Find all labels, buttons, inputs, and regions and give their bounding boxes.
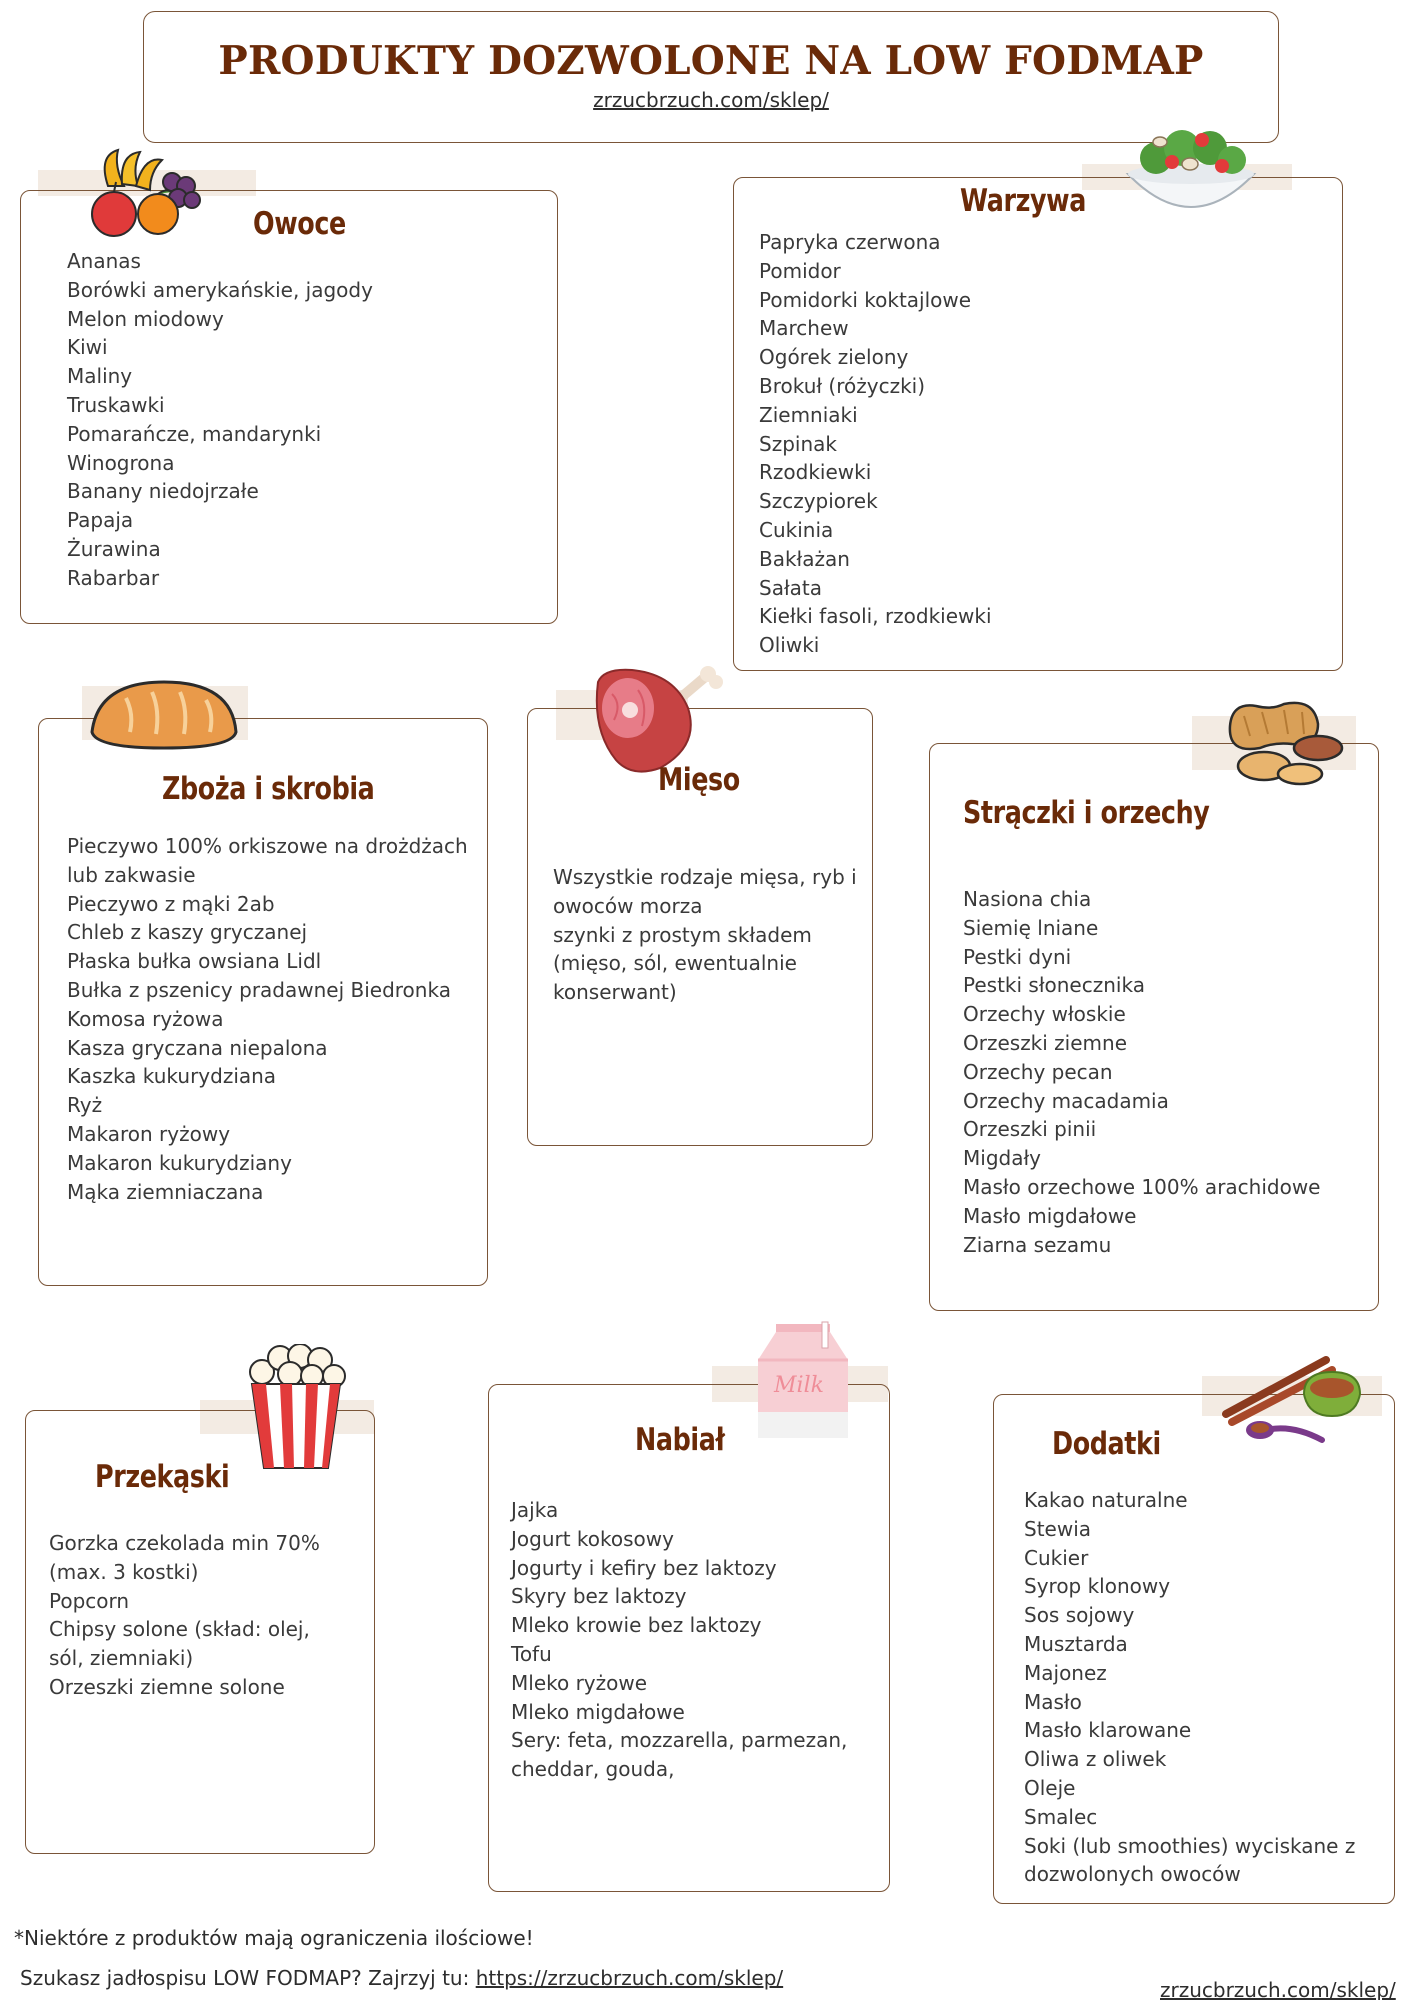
list-item: Marchew xyxy=(759,316,849,341)
list-item: Ziemniaki xyxy=(759,402,858,427)
title-zboza: Zboża i skrobia xyxy=(162,771,375,807)
title-straczki: Strączki i orzechy xyxy=(963,795,1210,831)
title-nabial: Nabiał xyxy=(635,1422,725,1458)
list-item: Kiełki fasoli, rzodkiewki xyxy=(759,604,992,629)
title-warzywa: Warzywa xyxy=(960,183,1086,219)
list-item: Jogurty i kefiry bez laktozy xyxy=(511,1555,777,1580)
list-item: Szpinak xyxy=(759,431,837,456)
list-item: Sałata xyxy=(759,575,822,600)
footer-shop-link[interactable]: https://zrzucbrzuch.com/sklep/ xyxy=(475,1966,784,1990)
list-item: Melon miodowy xyxy=(67,306,224,331)
list-item: Sos sojowy xyxy=(1024,1603,1135,1628)
list-item: Bakłażan xyxy=(759,546,850,571)
list-item: Kakao naturalne xyxy=(1024,1488,1188,1512)
list-item: Pestki słonecznika xyxy=(963,973,1145,998)
list-item: Pomarańcze, mandarynki xyxy=(67,421,322,446)
list-item: Chleb z kaszy gryczanej xyxy=(67,920,308,945)
list-item: Tofu xyxy=(511,1641,552,1666)
list-item: Orzechy macadamia xyxy=(963,1088,1169,1113)
list-item: Majonez xyxy=(1024,1660,1107,1685)
footnote: *Niektóre z produktów mają ograniczenia ilościowe! xyxy=(14,1926,534,1950)
list-item: Komosa ryżowa xyxy=(67,1006,224,1031)
list-item: Masło orzechowe 100% arachidowe xyxy=(963,1174,1321,1199)
list-item: Orzeszki ziemne solone xyxy=(49,1674,285,1699)
list-item: Pomidorki koktajlowe xyxy=(759,287,972,312)
list-item: Papaja xyxy=(67,508,134,533)
list-item: Mleko ryżowe xyxy=(511,1670,648,1695)
title-dodatki: Dodatki xyxy=(1052,1426,1161,1462)
list-item: Cukier xyxy=(1024,1545,1089,1570)
list-item: Jogurt kokosowy xyxy=(511,1526,674,1551)
list-item: Żurawina xyxy=(67,536,161,561)
list-item: Orzeszki pinii xyxy=(963,1117,1097,1142)
title-przekaski: Przekąski xyxy=(95,1459,230,1495)
list-item: Brokuł (różyczki) xyxy=(759,373,926,398)
list-item: Ziarna sezamu xyxy=(963,1232,1112,1257)
list-item: Makaron kukurydziany xyxy=(67,1150,292,1175)
list-item: Pestki dyni xyxy=(963,944,1072,969)
list-dodatki xyxy=(1024,1486,1384,1889)
list-zboza xyxy=(67,832,477,1206)
list-item: Syrop klonowy xyxy=(1024,1574,1171,1599)
list-item: Masło klarowane xyxy=(1024,1718,1192,1743)
list-item: Banany niedojrzałe xyxy=(67,479,259,504)
list-item: Kiwi xyxy=(67,335,108,360)
list-item: Siemię lniane xyxy=(963,915,1099,940)
milk-carton-icon xyxy=(752,1320,854,1442)
list-item: Ananas xyxy=(67,249,141,273)
list-item: Pieczywo z mąki 2ab xyxy=(67,891,275,916)
list-item: Rzodkiewki xyxy=(759,460,872,485)
list-item: Truskawki xyxy=(67,392,165,417)
list-item: Orzeszki ziemne xyxy=(963,1030,1128,1055)
footer-prompt-text: Szukasz jadłospisu LOW FODMAP? Zajrzyj tu: xyxy=(20,1966,476,1990)
list-item: Oliwki xyxy=(759,633,820,658)
list-item: Płaska bułka owsiana Lidl xyxy=(67,949,322,974)
list-item: Jajka xyxy=(511,1498,559,1522)
list-item: Nasiona chia xyxy=(963,887,1092,911)
list-straczki xyxy=(963,885,1321,1259)
list-item: Cukinia xyxy=(759,517,834,542)
list-item: Ryż xyxy=(67,1093,103,1118)
peanuts-icon xyxy=(1222,696,1344,786)
list-item: Smalec xyxy=(1024,1804,1098,1829)
footer-prompt xyxy=(20,1966,783,1990)
list-item: Winogrona xyxy=(67,450,175,475)
list-item: Pomidor xyxy=(759,258,841,283)
ham-icon xyxy=(592,660,726,778)
list-item: Papryka czerwona xyxy=(759,230,941,254)
list-przekaski xyxy=(49,1529,349,1702)
list-item: Migdały xyxy=(963,1146,1041,1171)
popcorn-icon xyxy=(244,1344,348,1472)
list-item: Makaron ryżowy xyxy=(67,1121,231,1146)
list-item: Mąka ziemniaczana xyxy=(67,1179,264,1204)
list-item: Mleko krowie bez laktozy xyxy=(511,1613,762,1638)
list-item: Skyry bez laktozy xyxy=(511,1584,687,1609)
list-item: Maliny xyxy=(67,364,133,389)
title-owoce: Owoce xyxy=(253,206,346,242)
header-link[interactable]: zrzucbrzuch.com/sklep/ xyxy=(593,88,829,112)
list-item: Gorzka czekolada min 70% (max. 3 kostki) xyxy=(49,1531,320,1584)
list-item: Oliwa z oliwek xyxy=(1024,1747,1167,1772)
list-item: Borówki amerykańskie, jagody xyxy=(67,277,373,302)
list-item: Pieczywo 100% orkiszowe na drożdżach lub zakwasie xyxy=(67,834,468,887)
list-item: Rabarbar xyxy=(67,565,160,590)
list-item: szynki z prostym składem (mięso, sól, ewentualnie konserwant) xyxy=(553,922,812,1005)
list-nabial xyxy=(511,1496,881,1784)
list-owoce xyxy=(67,247,373,593)
list-item: Ogórek zielony xyxy=(759,345,909,370)
list-item: Kasza gryczana niepalona xyxy=(67,1035,328,1060)
spices-icon xyxy=(1222,1354,1362,1446)
title-mieso: Mięso xyxy=(658,762,740,798)
list-item: Orzechy włoskie xyxy=(963,1002,1126,1027)
list-item: Orzechy pecan xyxy=(963,1059,1113,1084)
list-item: Mleko migdałowe xyxy=(511,1699,685,1724)
list-item: Wszystkie rodzaje mięsa, ryb i owoców morza xyxy=(553,865,857,918)
list-item: Masło migdałowe xyxy=(963,1203,1137,1228)
list-item: Musztarda xyxy=(1024,1631,1128,1656)
milk-carton-label: Milk xyxy=(774,1373,824,1398)
list-item: Masło xyxy=(1024,1689,1082,1714)
list-item: Szczypiorek xyxy=(759,489,878,514)
footer-right-link[interactable]: zrzucbrzuch.com/sklep/ xyxy=(1160,1978,1396,2000)
list-item: Bułka z pszenicy pradawnej Biedronka xyxy=(67,977,451,1002)
list-item: Kaszka kukurydziana xyxy=(67,1064,277,1089)
list-item: Popcorn xyxy=(49,1588,130,1613)
list-item: Oleje xyxy=(1024,1775,1076,1800)
page-title: PRODUKTY DOZWOLONE NA LOW FODMAP xyxy=(218,38,1204,84)
list-item: Soki (lub smoothies) wyciskane z dozwolonych owoców xyxy=(1024,1833,1356,1887)
header-box xyxy=(143,11,1279,143)
salad-icon xyxy=(1116,118,1266,230)
fruits-icon xyxy=(78,146,206,242)
list-item: Stewia xyxy=(1024,1516,1092,1541)
list-warzywa xyxy=(759,228,992,660)
list-item: Chipsy solone (skład: olej, sól, ziemniaki) xyxy=(49,1617,310,1671)
bread-icon xyxy=(86,676,240,752)
list-mieso xyxy=(553,863,863,1007)
list-item: Sery: feta, mozzarella, parmezan, cheddar, gouda, xyxy=(511,1728,848,1782)
